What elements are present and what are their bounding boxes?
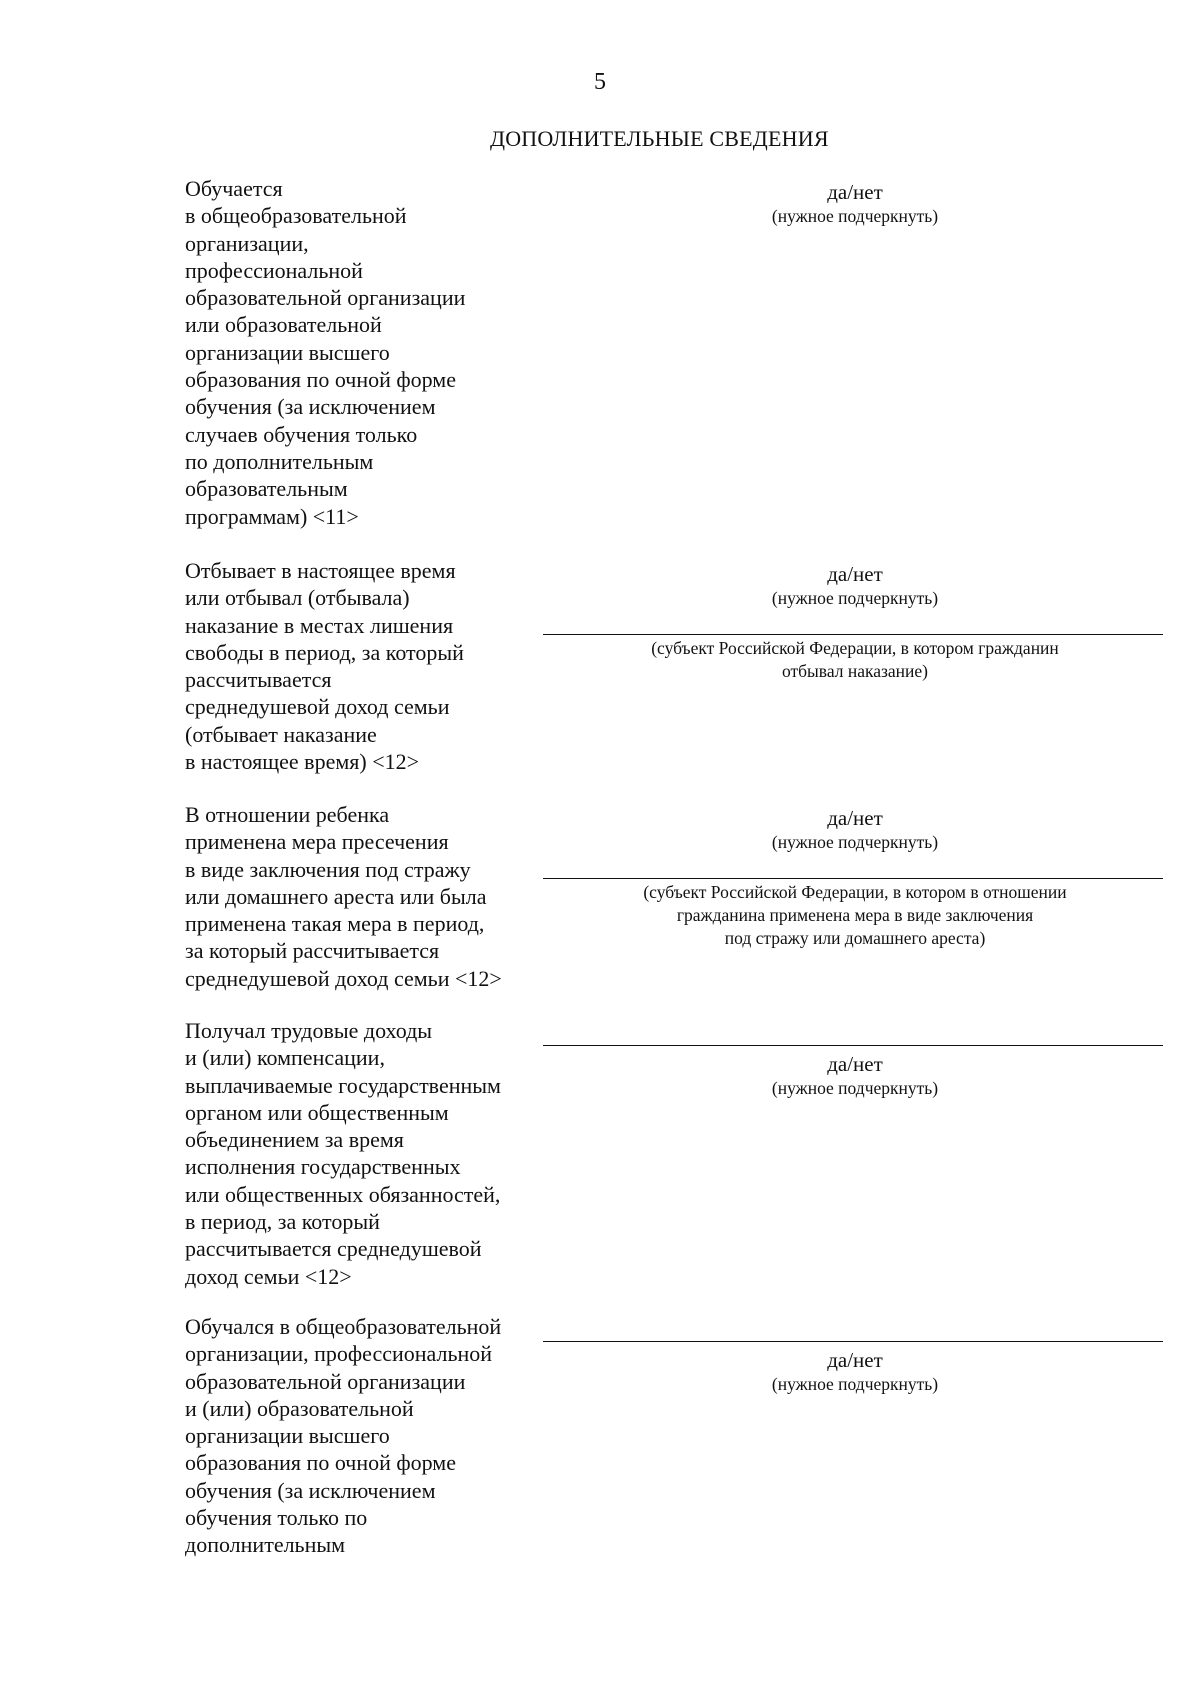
- region-input-line[interactable]: [543, 634, 1163, 635]
- answer-hint: (нужное подчеркнуть): [771, 832, 939, 852]
- yes-no-option[interactable]: да/нет: [827, 1052, 883, 1076]
- yes-no-option[interactable]: да/нет: [827, 562, 883, 586]
- input-line[interactable]: [543, 1045, 1163, 1046]
- answer-hint: (нужное подчеркнуть): [771, 588, 939, 608]
- answer-block-studying: [725, 180, 985, 227]
- yes-no-option[interactable]: да/нет: [827, 180, 883, 204]
- region-input-line[interactable]: [543, 878, 1163, 879]
- answer-block-studied: [725, 1348, 985, 1395]
- answer-block-detention: [725, 806, 985, 853]
- page-number: 5: [594, 69, 606, 95]
- answer-block-imprisonment: [725, 562, 985, 609]
- answer-block-labor-income: [725, 1052, 985, 1099]
- answer-hint: (нужное подчеркнуть): [771, 1374, 939, 1394]
- question-imprisonment: Отбывает в настоящее время или отбывал (отбывала) наказание в местах лишения свободы в период, за который рассчитывается среднедушевой доход семьи (отбывает наказание в настоящее время) <12>: [185, 558, 464, 775]
- question-labor-income: Получал трудовые доходы и (или) компенсации, выплачиваемые государственным органом или общественным объединением за время исполнения государственных или общественных обязанностей, в период, за который рассчитывается среднедушевой доход семьи <12>: [185, 1018, 501, 1289]
- question-studied: Обучался в общеобразовательной организации, профессиональной образовательной организации и (или) образовательной организации высшего образования по очной форме обучения (за исключением обучения только по дополнительным: [185, 1314, 502, 1558]
- region-line-caption: (субъект Российской Федерации, в котором в отношении гражданина применена мера в виде заключения под стражу или домашнего ареста): [643, 882, 1067, 948]
- yes-no-option[interactable]: да/нет: [827, 806, 883, 830]
- yes-no-option[interactable]: да/нет: [827, 1348, 883, 1372]
- answer-hint: (нужное подчеркнуть): [771, 1078, 939, 1098]
- answer-hint: (нужное подчеркнуть): [771, 206, 939, 226]
- question-detention: В отношении ребенка применена мера пресечения в виде заключения под стражу или домашнего ареста или была применена такая мера в период, за который рассчитывается среднедушевой доход семьи <12>: [185, 802, 502, 991]
- section-title: ДОПОЛНИТЕЛЬНЫЕ СВЕДЕНИЯ: [490, 126, 829, 151]
- question-studying: Обучается в общеобразовательной организации, профессиональной образовательной организации или образовательной организации высшего образования по очной форме обучения (за исключением случаев обучения только по дополнительным образовательным программам) <11>: [185, 176, 466, 529]
- region-line-caption: (субъект Российской Федерации, в котором гражданин отбывал наказание): [651, 638, 1059, 681]
- input-line[interactable]: [543, 1341, 1163, 1342]
